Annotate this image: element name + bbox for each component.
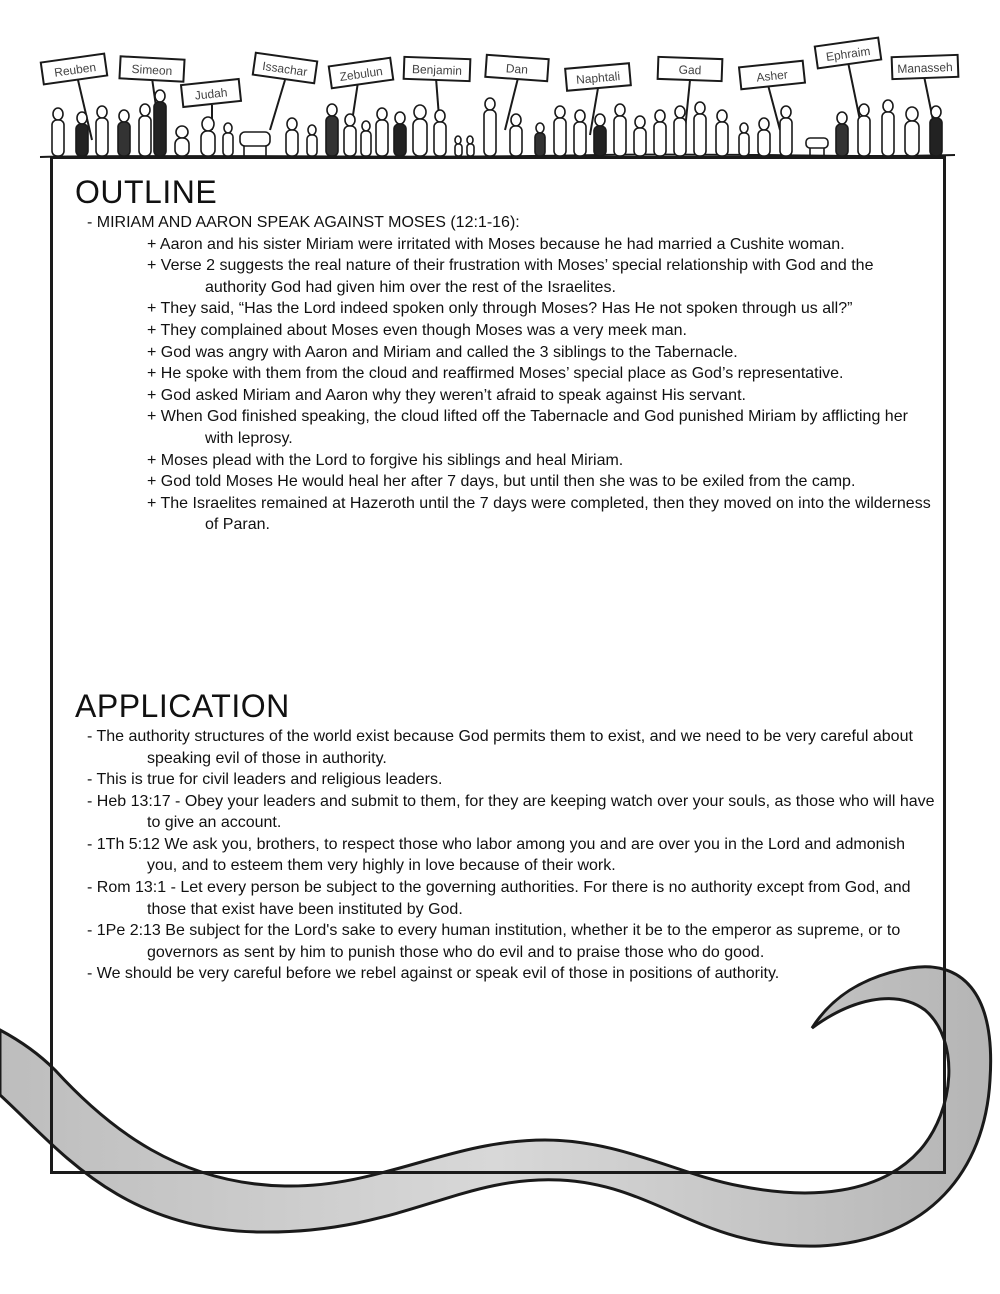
sign-asher: Asher [755,67,789,85]
sign-zebulun: Zebulun [338,64,384,84]
application-point: - This is true for civil leaders and religious leaders. [87,771,443,789]
outline-point: + They said, “Has the Lord indeed spoken only through Moses? Has He not spoken through us all?” [147,300,853,318]
application-point: - The authority structures of the world exist because God permits them to exist, and we need to be very careful about speaking evil of those in authority. [87,727,913,767]
outline-point: + Aaron and his sister Miriam were irritated with Moses because he had married a Cushite woman. [147,235,845,253]
outline-point: + Moses plead with the Lord to forgive his siblings and heal Miriam. [147,451,624,469]
sign-reuben: Reuben [53,59,97,80]
outline-point: + God told Moses He would heal her after 7 days, but until then she was to be exiled from the camp. [147,473,856,491]
application-heading: APPLICATION [75,687,290,724]
outline-point: + The Israelites remained at Hazeroth until the 7 days were completed, then they moved on into the wilderness of Paran. [147,494,931,534]
sign-manasseh: Manasseh [897,60,953,76]
application-point: - Heb 13:17 - Obey your leaders and submit to them, for they are keeping watch over your souls, as those who will have to give an account. [87,792,935,832]
application-point: - 1Pe 2:13 Be subject for the Lord's sake to every human institution, whether it be to the emperor as supreme, or to governors as sent by him to punish those who do evil and to praise those who do good. [87,922,901,961]
application-point: - 1Th 5:12 We ask you, brothers, to respect those who labor among you and are over you in the Lord and admonish you, and to esteem them very highly in love because of their work. [87,835,905,875]
sign-dan: Dan [505,61,529,77]
outline-point: + They complained about Moses even though Moses was a very meek man. [147,321,687,339]
application-list [75,726,935,985]
outline-list [75,212,935,536]
sign-ephraim: Ephraim [825,43,872,65]
sign-gad: Gad [678,62,702,78]
outline-main-item: - MIRIAM AND AARON SPEAK AGAINST MOSES (12:1-16): [87,214,520,231]
outline-point: + He spoke with them from the cloud and reaffirmed Moses’ special place as God’s representative. [147,365,844,383]
sign-naphtali: Naphtali [575,69,621,87]
outline-heading: OUTLINE [75,174,218,210]
outline-point: + God was angry with Aaron and Miriam and called the 3 siblings to the Tabernacle. [147,343,738,361]
application-point: - We should be very careful before we rebel against or speak evil of those in positions of authority. [87,965,780,983]
outline-point: + When God finished speaking, the cloud lifted off the Tabernacle and God punished Miriam by afflicting her with leprosy. [147,408,908,447]
sign-issachar: Issachar [261,58,309,80]
sign-simeon: Simeon [131,61,173,79]
content-area [75,172,935,985]
sign-benjamin: Benjamin [411,62,463,78]
tribes-crowd-illustration [0,0,1000,165]
outline-point: + God asked Miriam and Aaron why they weren’t afraid to speak against His servant. [147,386,746,404]
application-point: - Rom 13:1 - Let every person be subject to the governing authorities. For there is no authority except from God, and those that exist have been instituted by God. [87,879,911,918]
sign-judah: Judah [194,85,229,103]
outline-point: + Verse 2 suggests the real nature of their frustration with Moses’ special relationship with God and the authority God had given him over the rest of the Israelites. [147,257,874,296]
